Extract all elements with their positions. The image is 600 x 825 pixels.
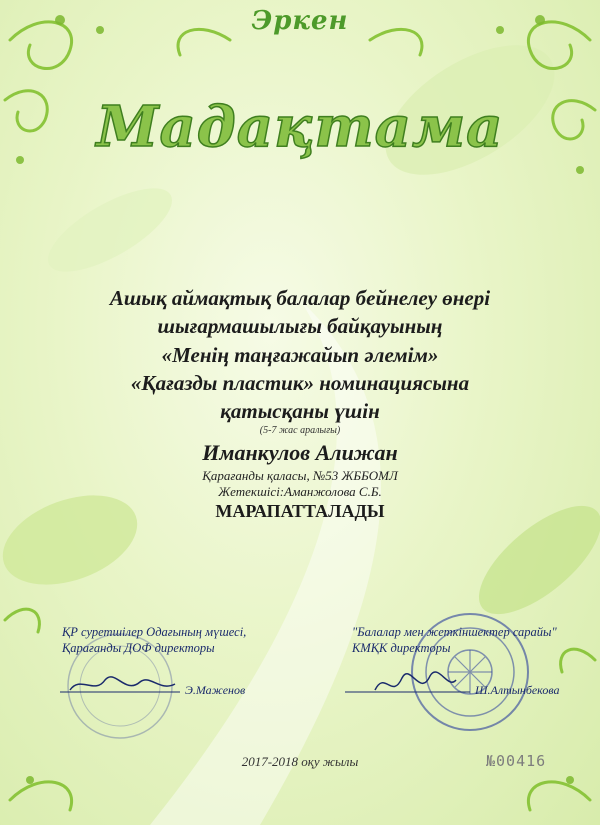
left-signatory-title <box>62 624 246 656</box>
right-signature <box>375 672 456 690</box>
serial-number: №00416 <box>486 752 547 770</box>
body-line-3: «Менің таңғажайып әлемім» <box>161 343 439 367</box>
page-title: Мадақтама <box>96 94 504 160</box>
left-signatory-name: Э.Маженов <box>185 683 246 697</box>
left-title-line-2: Қарағанды ДОФ директоры <box>62 641 215 655</box>
recipient-name: Иманкулов Алижан <box>202 440 398 465</box>
award-text: МАРАПАТТАЛАДЫ <box>215 501 385 521</box>
body-line-2: шығармашылығы байқауының <box>157 314 443 338</box>
body-line-4: «Қағазды пластик» номинациясына <box>130 371 470 395</box>
right-title-line-2: КМҚК директоры <box>352 641 451 655</box>
body-line-1: Ашық аймақтық балалар бейнелеу өнері <box>109 286 491 310</box>
academic-year: 2017-2018 оқу жылы <box>241 754 359 769</box>
teacher-line: Жетекшісі:Аманжолова С.Б. <box>218 484 382 499</box>
right-signatory-title <box>352 624 557 656</box>
school-line: Қарағанды қаласы, №53 ЖББОМЛ <box>202 468 398 483</box>
logo: Эркен <box>251 6 349 36</box>
body-line-5: қатысқаны үшін <box>220 399 380 423</box>
left-title-line-1: ҚР суретшілер Одағының мүшесі, <box>62 625 247 639</box>
age-note: (5-7 жас аралығы) <box>259 425 341 436</box>
right-title-line-1: "Балалар мен жеткіншектер сарайы" <box>352 625 557 639</box>
right-signatory-name: Ш.Алтынбекова <box>475 683 560 697</box>
